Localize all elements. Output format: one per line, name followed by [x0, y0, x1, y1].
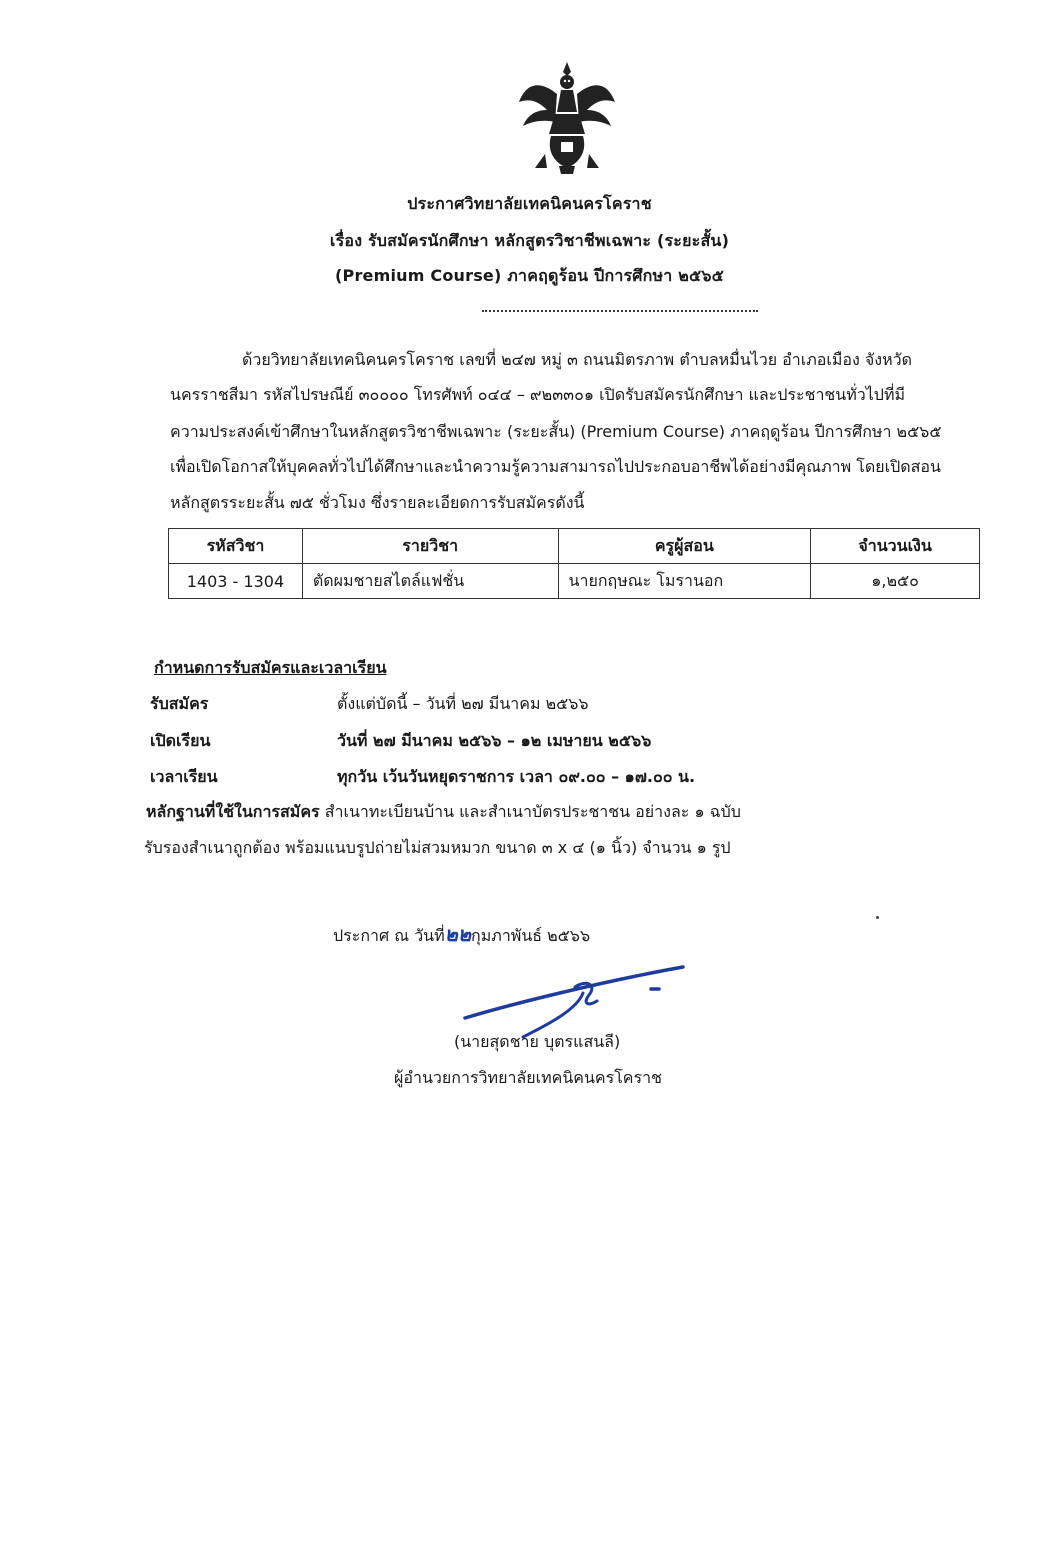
paragraph-line: ความประสงค์เข้าศึกษาในหลักสูตรวิชาชีพเฉพาะ (ระยะสั้น) (Premium Course) ภาคฤดูร้อน ปีการศึกษา ๒๕๖๕ [170, 422, 942, 441]
table-row [169, 564, 980, 599]
cell-course-teacher: นายกฤษณะ โมรานอก [558, 564, 811, 599]
announcement-suffix: กุมภาพันธ์ ๒๕๖๖ [471, 926, 591, 945]
dotted-divider [482, 310, 758, 312]
paragraph-line: ด้วยวิทยาลัยเทคนิคนครโคราช เลขที่ ๒๔๗ หมู่ ๓ ถนนมิตรภาพ ตำบลหมื่นไวย อำเภอเมือง จังหวัด [242, 350, 913, 369]
paragraph-line: นครราชสีมา รหัสไปรษณีย์ ๓๐๐๐๐ โทรศัพท์ ๐๔๔ – ๙๒๓๓๐๑ เปิดรับสมัครนักศึกษา และประชาชนทั่วไปที่มี [170, 385, 906, 404]
schedule-label-application: รับสมัคร [150, 694, 209, 713]
column-header-fee: จำนวนเงิน [811, 529, 980, 564]
signatory-position: ผู้อำนวยการวิทยาลัยเทคนิคนครโคราช [394, 1068, 662, 1087]
document-subject-line2: (Premium Course) ภาคฤดูร้อน ปีการศึกษา ๒๕๖๕ [335, 266, 724, 285]
handwritten-day: ๒๒ [444, 922, 472, 946]
course-table [168, 528, 980, 599]
requirements-label: หลักฐานที่ใช้ในการสมัคร [146, 802, 320, 821]
requirements-text: สำเนาทะเบียนบ้าน และสำเนาบัตรประชาชน อย่างละ ๑ ฉบับ [319, 802, 741, 821]
garuda-emblem-icon [517, 58, 617, 178]
schedule-value-application: ตั้งแต่บัดนี้ – วันที่ ๒๗ มีนาคม ๒๕๖๖ [337, 694, 589, 713]
table-header-row [169, 529, 980, 564]
schedule-value-time: ทุกวัน เว้นวันหยุดราชการ เวลา ๐๙.๐๐ – ๑๗.๐๐ น. [337, 767, 696, 786]
scan-speck [876, 916, 879, 919]
column-header-subject: รายวิชา [302, 529, 558, 564]
cell-course-fee: ๑,๒๕๐ [811, 564, 980, 599]
cell-course-code: 1403 - 1304 [169, 564, 303, 599]
schedule-label-time: เวลาเรียน [150, 767, 218, 786]
column-header-teacher: ครูผู้สอน [558, 529, 811, 564]
schedule-value-start: วันที่ ๒๗ มีนาคม ๒๕๖๖ – ๑๒ เมษายน ๒๕๖๖ [337, 731, 652, 750]
document-title: ประกาศวิทยาลัยเทคนิคนครโคราช [407, 194, 652, 213]
column-header-code: รหัสวิชา [169, 529, 303, 564]
requirements-line2: รับรองสำเนาถูกต้อง พร้อมแนบรูปถ่ายไม่สวมหมวก ขนาด ๓ x ๔ (๑ นิ้ว) จำนวน ๑ รูป [144, 838, 731, 857]
paragraph-line: หลักสูตรระยะสั้น ๗๕ ชั่วโมง ซึ่งรายละเอียดการรับสมัครดังนี้ [170, 493, 585, 512]
schedule-label-start: เปิดเรียน [150, 731, 211, 750]
document-subject: เรื่อง รับสมัครนักศึกษา หลักสูตรวิชาชีพเฉพาะ (ระยะสั้น) [329, 231, 730, 250]
announcement-date [333, 918, 590, 950]
cell-course-subject: ตัดผมชายสไตล์แฟชั่น [302, 564, 558, 599]
announcement-prefix: ประกาศ ณ วันที่ [333, 926, 445, 945]
paragraph-line: เพื่อเปิดโอกาสให้บุคคลทั่วไปได้ศึกษาและนำความรู้ความสามารถไปประกอบอาชีพได้อย่างมีคุณภาพ โดยเปิดสอน [170, 457, 941, 476]
schedule-title: กำหนดการรับสมัครและเวลาเรียน [154, 658, 387, 677]
requirements-line1 [146, 800, 741, 825]
signatory-name: (นายสุดชาย บุตรแสนลี) [454, 1032, 621, 1051]
